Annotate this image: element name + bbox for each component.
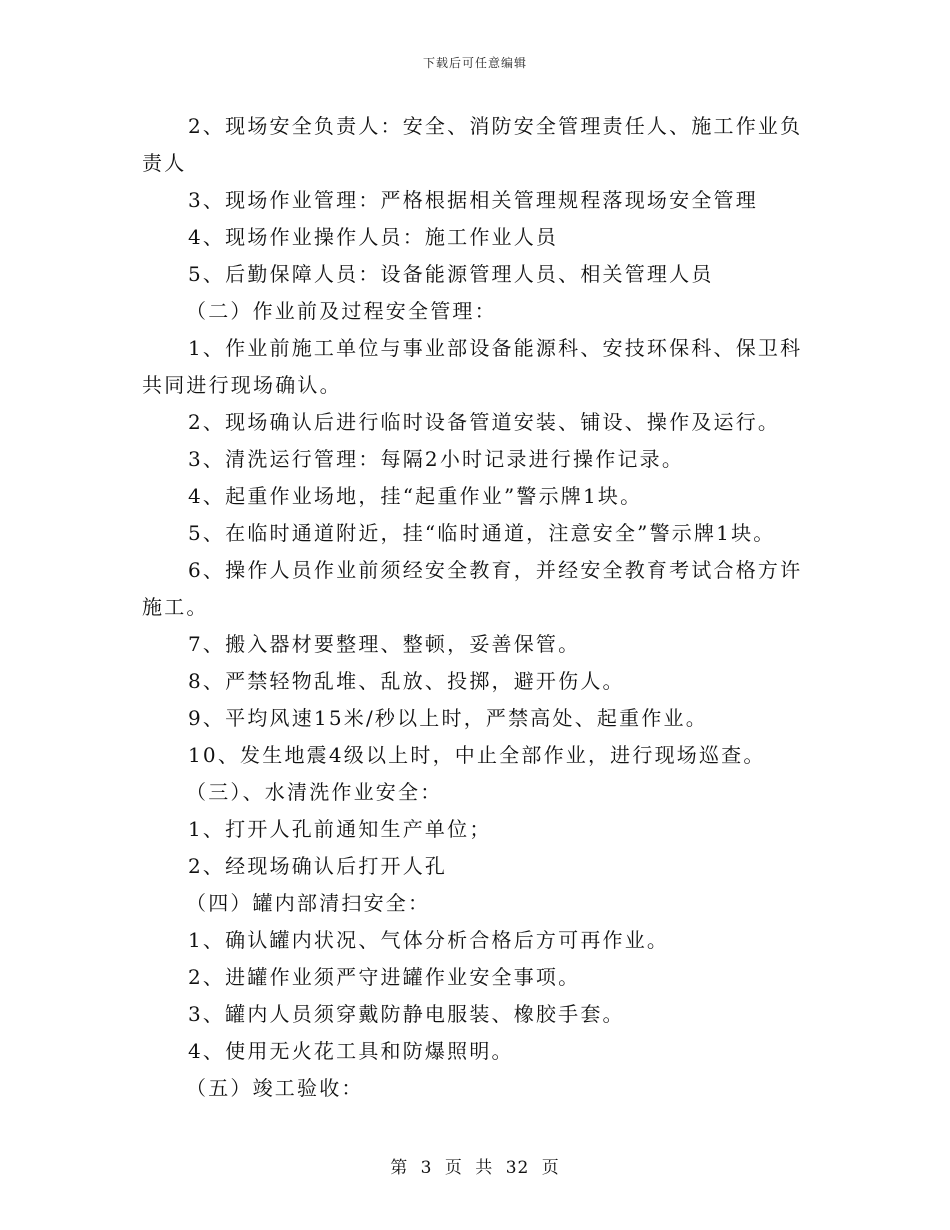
paragraph: 1、打开人孔前通知生产单位； bbox=[188, 817, 492, 841]
paragraph: 5、在临时通道附近，挂“临时通道，注意安全”警示牌1块。 bbox=[188, 521, 776, 545]
section-heading: （五）竣工验收： bbox=[186, 1076, 364, 1100]
section-heading: （三）、水清洗作业安全： bbox=[186, 780, 443, 804]
paragraph: 9、平均风速15米/秒以上时，严禁高处、起重作业。 bbox=[188, 706, 708, 730]
paragraph: 4、起重作业场地，挂“起重作业”警示牌1块。 bbox=[188, 484, 643, 508]
paragraph: 8、严禁轻物乱堆、乱放、投掷，避开伤人。 bbox=[188, 669, 625, 693]
paragraph: 1、确认罐内状况、气体分析合格后方可再作业。 bbox=[188, 928, 670, 952]
paragraph: 6、操作人员作业前须经安全教育，并经安全教育考试合格方许施工。 bbox=[142, 558, 803, 619]
paragraph: 2、现场安全负责人：安全、消防安全管理责任人、施工作业负责人 bbox=[142, 114, 803, 175]
page-number: 第 3 页 共 32 页 bbox=[390, 1158, 560, 1178]
paragraph: 3、现场作业管理：严格根据相关管理规程落现场安全管理 bbox=[188, 188, 758, 212]
paragraph: 1、作业前施工单位与事业部设备能源科、安技环保科、保卫科共同进行现场确认。 bbox=[142, 336, 803, 397]
paragraph: 4、现场作业操作人员：施工作业人员 bbox=[188, 225, 559, 249]
paragraph: 4、使用无火花工具和防爆照明。 bbox=[188, 1039, 514, 1063]
paragraph: 10、发生地震4级以上时，中止全部作业，进行现场巡查。 bbox=[188, 743, 766, 767]
paragraph: 5、后勤保障人员：设备能源管理人员、相关管理人员 bbox=[188, 262, 714, 286]
document-body bbox=[142, 108, 808, 1107]
paragraph: 7、搬入器材要整理、整顿，妥善保管。 bbox=[188, 632, 581, 656]
section-heading: （二）作业前及过程安全管理： bbox=[186, 299, 497, 323]
paragraph: 2、现场确认后进行临时设备管道安装、铺设、操作及运行。 bbox=[188, 410, 781, 434]
section-heading: （四）罐内部清扫安全： bbox=[186, 891, 431, 915]
paragraph: 3、罐内人员须穿戴防静电服装、橡胶手套。 bbox=[188, 1002, 625, 1026]
paragraph: 3、清洗运行管理：每隔2小时记录进行操作记录。 bbox=[188, 447, 685, 471]
paragraph: 2、进罐作业须严守进罐作业安全事项。 bbox=[188, 965, 581, 989]
paragraph: 2、经现场确认后打开人孔 bbox=[188, 854, 448, 878]
page-header-note: 下载后可任意编辑 bbox=[422, 56, 527, 70]
